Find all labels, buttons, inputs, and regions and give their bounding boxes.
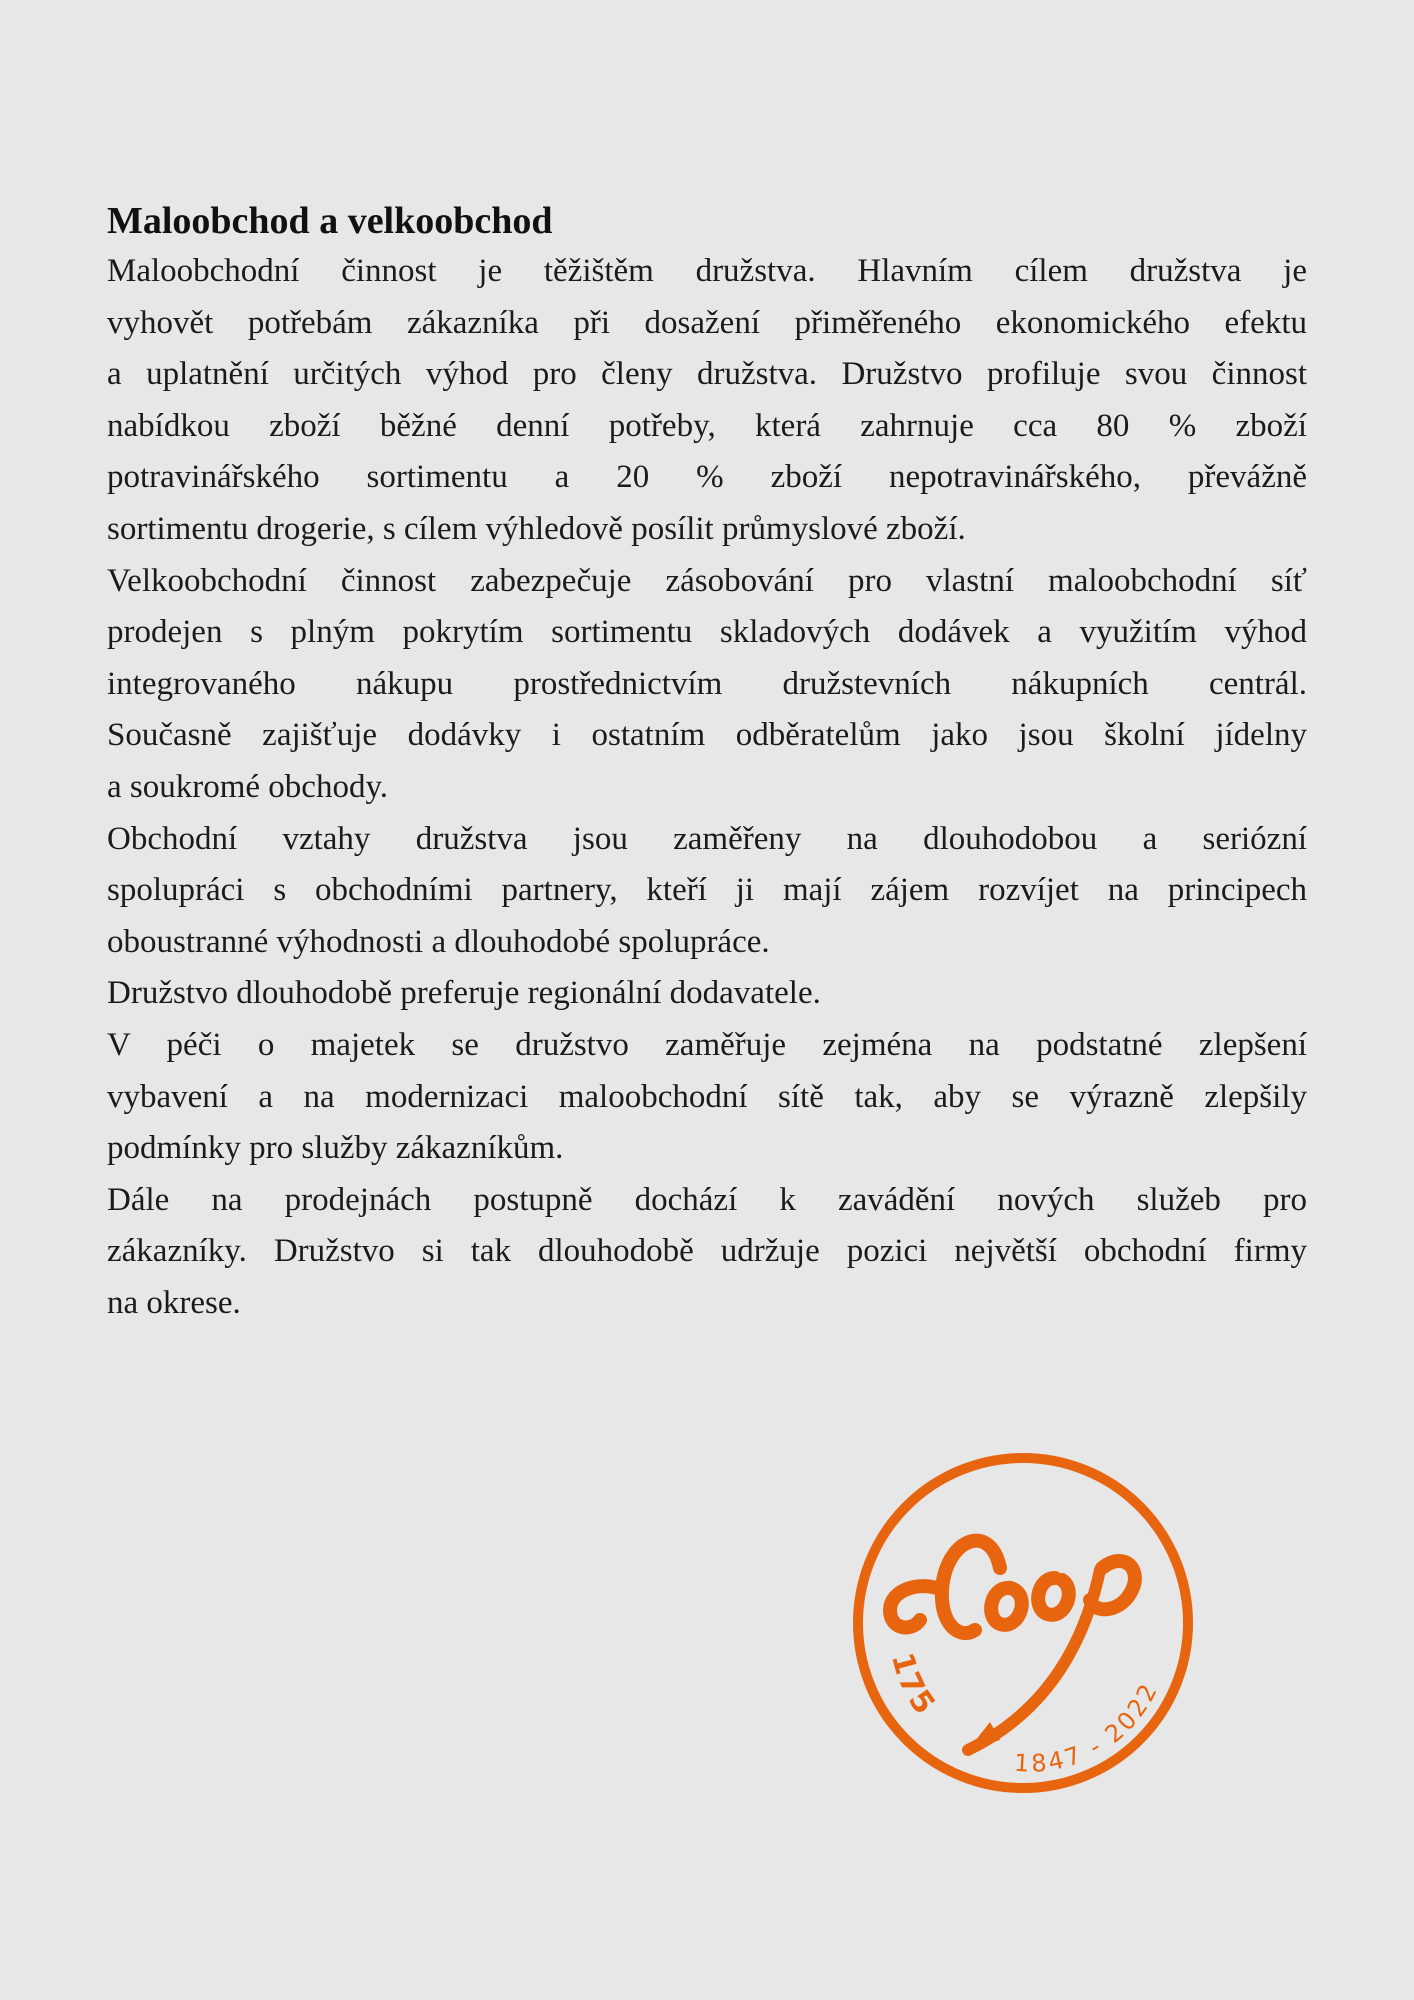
- paragraph-line: podmínky pro služby zákazníkům.: [107, 1130, 564, 1167]
- document-body: [107, 196, 1307, 1329]
- paragraph-line: integrovaného nákupu prostřednictvím družstevních nákupních centrál.: [107, 665, 1307, 702]
- paragraph-line: spolupráci s obchodními partnery, kteří ji mají zájem rozvíjet na principech: [107, 872, 1307, 909]
- paragraph-line: vyhovět potřebám zákazníka při dosažení přiměřeného ekonomického efektu: [107, 304, 1307, 341]
- paragraph-line: prodejen s plným pokrytím sortimentu skladových dodávek a využitím výhod: [107, 614, 1307, 651]
- coop-anniversary-logo: [850, 1450, 1196, 1796]
- body-paragraph: [107, 1175, 1307, 1330]
- logo-anniversary: 175: [884, 1649, 943, 1723]
- paragraphs-container: [107, 246, 1307, 1329]
- paragraph-line: potravinářského sortimentu a 20 % zboží nepotravinářského, převážně: [107, 459, 1307, 496]
- paragraph-line: Současně zajišťuje dodávky i ostatním odběratelům jako jsou školní jídelny: [107, 717, 1307, 754]
- paragraph-line: zákazníky. Družstvo si tak dlouhodobě udržuje pozici největší obchodní firmy: [107, 1233, 1307, 1270]
- paragraph-line: a soukromé obchody.: [107, 768, 389, 805]
- paragraph-line: vybavení a na modernizaci maloobchodní sítě tak, aby se výrazně zlepšily: [107, 1078, 1307, 1115]
- paragraph-line: a uplatnění určitých výhod pro členy družstva. Družstvo profiluje svou činnost: [107, 356, 1307, 393]
- paragraph-line: na okrese.: [107, 1284, 241, 1321]
- body-paragraph: [107, 556, 1307, 814]
- section-heading: Maloobchod a velkoobchod: [107, 200, 553, 242]
- logo-years: 1847 - 2022: [1013, 1677, 1164, 1778]
- paragraph-line: Dále na prodejnách postupně dochází k zavádění nových služeb pro: [107, 1181, 1307, 1218]
- paragraph-line: Velkoobchodní činnost zabezpečuje zásobování pro vlastní maloobchodní síť: [107, 562, 1307, 599]
- body-paragraph: [107, 1020, 1307, 1175]
- paragraph-line: Družstvo dlouhodobě preferuje regionální dodavatele.: [107, 975, 821, 1012]
- body-paragraph: [107, 968, 1307, 1020]
- body-paragraph: [107, 246, 1307, 556]
- logo-wordmark: [890, 1541, 1135, 1750]
- paragraph-line: oboustranné výhodnosti a dlouhodobé spolupráce.: [107, 923, 770, 960]
- body-paragraph: [107, 814, 1307, 969]
- paragraph-line: Maloobchodní činnost je těžištěm družstva. Hlavním cílem družstva je: [107, 253, 1307, 289]
- paragraph-line: nabídkou zboží běžné denní potřeby, která zahrnuje cca 80 % zboží: [107, 407, 1307, 444]
- paragraph-line: V péči o majetek se družstvo zaměřuje zejména na podstatné zlepšení: [107, 1026, 1307, 1063]
- paragraph-line: sortimentu drogerie, s cílem výhledově posílit průmyslové zboží.: [107, 510, 966, 547]
- paragraph-line: Obchodní vztahy družstva jsou zaměřeny na dlouhodobou a seriózní: [107, 820, 1307, 857]
